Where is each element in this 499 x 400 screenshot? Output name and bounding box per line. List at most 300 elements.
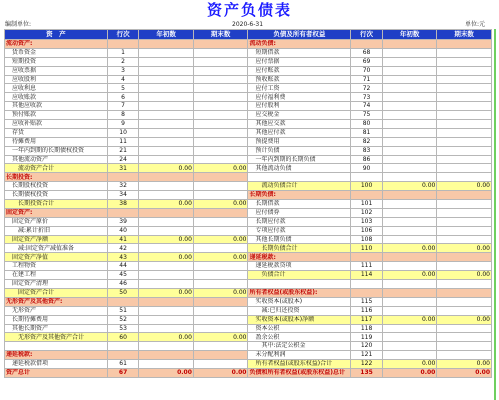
line-number[interactable]: 108 bbox=[351, 235, 382, 244]
line-number[interactable]: 101 bbox=[351, 200, 382, 209]
opening-balance[interactable] bbox=[139, 280, 194, 289]
closing-balance[interactable] bbox=[437, 226, 492, 235]
opening-balance[interactable] bbox=[139, 360, 194, 369]
opening-balance[interactable] bbox=[139, 208, 194, 217]
opening-balance[interactable] bbox=[382, 200, 437, 209]
line-number[interactable] bbox=[351, 253, 382, 262]
opening-balance[interactable] bbox=[382, 137, 437, 146]
report-date: 2020-6-31 bbox=[232, 21, 264, 28]
line-number[interactable] bbox=[107, 351, 138, 360]
closing-balance[interactable] bbox=[193, 208, 248, 217]
table-row bbox=[5, 146, 492, 155]
closing-balance[interactable]: 0.00 bbox=[437, 360, 492, 369]
line-number[interactable]: 31 bbox=[107, 164, 138, 173]
column-divider bbox=[494, 29, 496, 400]
line-number[interactable]: 82 bbox=[351, 137, 382, 146]
opening-balance[interactable] bbox=[139, 48, 194, 57]
opening-balance[interactable] bbox=[382, 280, 437, 289]
closing-balance[interactable] bbox=[193, 315, 248, 324]
closing-balance[interactable] bbox=[193, 120, 248, 129]
opening-balance[interactable] bbox=[139, 40, 194, 49]
line-number[interactable]: 46 bbox=[107, 280, 138, 289]
closing-balance[interactable] bbox=[193, 306, 248, 315]
line-number[interactable]: 7 bbox=[107, 102, 138, 111]
currency-unit: 单位:元 bbox=[465, 21, 486, 28]
opening-balance[interactable]: 0.00 bbox=[139, 235, 194, 244]
line-number[interactable]: 116 bbox=[351, 306, 382, 315]
item-label: 预提费用 bbox=[248, 137, 351, 146]
closing-balance[interactable] bbox=[437, 173, 492, 182]
table-row bbox=[5, 137, 492, 146]
line-number[interactable]: 50 bbox=[107, 288, 138, 297]
line-number[interactable]: 21 bbox=[107, 146, 138, 155]
line-number[interactable] bbox=[107, 342, 138, 351]
closing-balance[interactable]: 0.00 bbox=[193, 333, 248, 342]
closing-balance[interactable] bbox=[437, 146, 492, 155]
opening-balance[interactable]: 0.00 bbox=[382, 368, 437, 377]
closing-balance[interactable] bbox=[437, 324, 492, 333]
line-number[interactable]: 11 bbox=[107, 137, 138, 146]
line-number[interactable]: 111 bbox=[351, 262, 382, 271]
table-row bbox=[5, 128, 492, 137]
line-number[interactable]: 103 bbox=[351, 217, 382, 226]
line-number[interactable] bbox=[351, 191, 382, 200]
closing-balance[interactable] bbox=[437, 342, 492, 351]
item-label: 货币资金 bbox=[5, 48, 108, 57]
item-label: 固定资产净额 bbox=[5, 235, 108, 244]
closing-balance[interactable] bbox=[437, 66, 492, 75]
closing-balance[interactable] bbox=[193, 244, 248, 253]
closing-balance[interactable] bbox=[193, 128, 248, 137]
line-number[interactable]: 67 bbox=[107, 368, 138, 377]
table-row bbox=[5, 333, 492, 342]
opening-balance[interactable] bbox=[139, 226, 194, 235]
table-row bbox=[5, 342, 492, 351]
line-number[interactable]: 4 bbox=[107, 75, 138, 84]
line-number[interactable]: 73 bbox=[351, 93, 382, 102]
item-label: 负债合计 bbox=[248, 271, 351, 280]
item-label: 递延税款: bbox=[5, 351, 108, 360]
line-number[interactable]: 86 bbox=[351, 155, 382, 164]
closing-balance[interactable] bbox=[193, 173, 248, 182]
closing-balance[interactable] bbox=[437, 208, 492, 217]
line-number[interactable]: 69 bbox=[351, 57, 382, 66]
opening-balance[interactable] bbox=[382, 155, 437, 164]
closing-balance[interactable]: 0.00 bbox=[193, 368, 248, 377]
table-row bbox=[5, 182, 492, 191]
closing-balance[interactable] bbox=[437, 57, 492, 66]
opening-balance[interactable] bbox=[139, 217, 194, 226]
item-label: 长期债权投资 bbox=[5, 191, 108, 200]
item-label: 其他长期负债 bbox=[248, 235, 351, 244]
closing-balance[interactable] bbox=[437, 333, 492, 342]
line-number[interactable]: 42 bbox=[107, 244, 138, 253]
table-row bbox=[5, 280, 492, 289]
closing-balance[interactable] bbox=[437, 235, 492, 244]
line-number[interactable]: 72 bbox=[351, 84, 382, 93]
table-row bbox=[5, 262, 492, 271]
balance-table bbox=[4, 29, 492, 378]
item-label: 长期待摊费用 bbox=[5, 315, 108, 324]
closing-balance[interactable]: 0.00 bbox=[193, 288, 248, 297]
item-label: 固定资产净值 bbox=[5, 253, 108, 262]
line-number[interactable] bbox=[107, 297, 138, 306]
closing-balance[interactable] bbox=[193, 297, 248, 306]
closing-balance[interactable] bbox=[437, 200, 492, 209]
opening-balance[interactable] bbox=[382, 84, 437, 93]
closing-balance[interactable] bbox=[193, 262, 248, 271]
line-number[interactable] bbox=[107, 173, 138, 182]
line-number[interactable]: 53 bbox=[107, 324, 138, 333]
opening-balance[interactable] bbox=[139, 102, 194, 111]
item-label: 待摊费用 bbox=[5, 137, 108, 146]
opening-balance[interactable] bbox=[382, 342, 437, 351]
item-label: 其他应交款 bbox=[248, 120, 351, 129]
opening-balance[interactable] bbox=[139, 182, 194, 191]
closing-balance[interactable]: 0.00 bbox=[437, 244, 492, 253]
opening-balance[interactable] bbox=[382, 128, 437, 137]
closing-balance[interactable] bbox=[193, 191, 248, 200]
item-label: 专项应付款 bbox=[248, 226, 351, 235]
line-number[interactable]: 9 bbox=[107, 120, 138, 129]
opening-balance[interactable] bbox=[382, 111, 437, 120]
closing-balance[interactable] bbox=[437, 111, 492, 120]
closing-balance[interactable] bbox=[437, 128, 492, 137]
opening-balance[interactable] bbox=[382, 173, 437, 182]
closing-balance[interactable]: 0.00 bbox=[193, 200, 248, 209]
line-number[interactable]: 51 bbox=[107, 306, 138, 315]
line-number[interactable]: 117 bbox=[351, 315, 382, 324]
closing-balance[interactable] bbox=[437, 102, 492, 111]
line-number[interactable]: 10 bbox=[107, 128, 138, 137]
item-label: 应付福利费 bbox=[248, 93, 351, 102]
line-number[interactable]: 41 bbox=[107, 235, 138, 244]
opening-balance[interactable] bbox=[139, 93, 194, 102]
item-label bbox=[5, 342, 108, 351]
closing-balance[interactable] bbox=[437, 351, 492, 360]
closing-balance[interactable] bbox=[437, 280, 492, 289]
opening-balance[interactable] bbox=[139, 244, 194, 253]
item-label: 无形资产 bbox=[5, 306, 108, 315]
closing-balance[interactable]: 0.00 bbox=[437, 271, 492, 280]
closing-balance[interactable] bbox=[193, 342, 248, 351]
opening-balance[interactable] bbox=[382, 288, 437, 297]
line-number[interactable]: 71 bbox=[351, 75, 382, 84]
line-number[interactable]: 39 bbox=[107, 217, 138, 226]
opening-balance[interactable] bbox=[382, 40, 437, 49]
closing-balance[interactable] bbox=[193, 57, 248, 66]
opening-balance[interactable]: 0.00 bbox=[382, 244, 437, 253]
opening-balance[interactable] bbox=[139, 297, 194, 306]
table-row bbox=[5, 155, 492, 164]
closing-balance[interactable] bbox=[193, 75, 248, 84]
line-number[interactable]: 44 bbox=[107, 262, 138, 271]
item-label: 递延税款借项 bbox=[5, 360, 108, 369]
item-label: 流动负债合计 bbox=[248, 182, 351, 191]
opening-balance[interactable] bbox=[382, 235, 437, 244]
line-number[interactable]: 40 bbox=[107, 226, 138, 235]
opening-balance[interactable] bbox=[382, 333, 437, 342]
item-label: 实收资本(或股本)净额 bbox=[248, 315, 351, 324]
closing-balance[interactable] bbox=[193, 40, 248, 49]
opening-balance[interactable] bbox=[382, 217, 437, 226]
line-number[interactable]: 90 bbox=[351, 164, 382, 173]
table-row bbox=[5, 111, 492, 120]
line-number[interactable]: 102 bbox=[351, 208, 382, 217]
closing-balance[interactable] bbox=[193, 324, 248, 333]
closing-balance[interactable]: 0.00 bbox=[193, 164, 248, 173]
opening-balance[interactable] bbox=[139, 262, 194, 271]
line-number[interactable]: 61 bbox=[107, 360, 138, 369]
line-number[interactable]: 106 bbox=[351, 226, 382, 235]
line-number[interactable]: 121 bbox=[351, 351, 382, 360]
opening-balance[interactable] bbox=[382, 48, 437, 57]
closing-balance[interactable]: 0.00 bbox=[193, 253, 248, 262]
line-number[interactable]: 32 bbox=[107, 182, 138, 191]
opening-balance[interactable] bbox=[139, 128, 194, 137]
opening-balance[interactable] bbox=[382, 262, 437, 271]
closing-balance[interactable] bbox=[193, 226, 248, 235]
opening-balance[interactable] bbox=[139, 111, 194, 120]
closing-balance[interactable] bbox=[437, 84, 492, 93]
opening-balance[interactable] bbox=[139, 155, 194, 164]
closing-balance[interactable] bbox=[437, 191, 492, 200]
closing-balance[interactable] bbox=[193, 66, 248, 75]
item-label: 预收账款 bbox=[248, 75, 351, 84]
closing-balance[interactable] bbox=[193, 360, 248, 369]
item-label: 实收资本(或股本) bbox=[248, 297, 351, 306]
item-label: 其中:法定公积金 bbox=[248, 342, 351, 351]
closing-balance[interactable]: 0.00 bbox=[437, 315, 492, 324]
line-number[interactable]: 115 bbox=[351, 297, 382, 306]
item-label: 流动资产合计 bbox=[5, 164, 108, 173]
closing-balance[interactable] bbox=[193, 137, 248, 146]
line-number[interactable]: 52 bbox=[107, 315, 138, 324]
opening-balance[interactable] bbox=[382, 324, 437, 333]
opening-balance[interactable] bbox=[139, 146, 194, 155]
line-number[interactable]: 80 bbox=[351, 120, 382, 129]
line-number[interactable]: 120 bbox=[351, 342, 382, 351]
opening-balance[interactable] bbox=[382, 57, 437, 66]
table-row bbox=[5, 208, 492, 217]
closing-balance[interactable] bbox=[437, 75, 492, 84]
item-label: 应付票据 bbox=[248, 57, 351, 66]
opening-balance[interactable] bbox=[382, 306, 437, 315]
opening-balance[interactable] bbox=[382, 253, 437, 262]
opening-balance[interactable]: 0.00 bbox=[139, 253, 194, 262]
column-header: 期末数 bbox=[193, 30, 248, 40]
closing-balance[interactable] bbox=[193, 280, 248, 289]
line-number[interactable] bbox=[107, 40, 138, 49]
table-row bbox=[5, 40, 492, 49]
closing-balance[interactable] bbox=[437, 120, 492, 129]
closing-balance[interactable] bbox=[437, 137, 492, 146]
opening-balance[interactable] bbox=[139, 271, 194, 280]
closing-balance[interactable] bbox=[193, 84, 248, 93]
line-number[interactable]: 5 bbox=[107, 84, 138, 93]
line-number[interactable]: 34 bbox=[107, 191, 138, 200]
line-number[interactable]: 3 bbox=[107, 66, 138, 75]
item-label: 存货 bbox=[5, 128, 108, 137]
closing-balance[interactable] bbox=[193, 271, 248, 280]
opening-balance[interactable] bbox=[382, 120, 437, 129]
line-number[interactable]: 24 bbox=[107, 155, 138, 164]
opening-balance[interactable] bbox=[139, 351, 194, 360]
item-label: 固定资产清理 bbox=[5, 280, 108, 289]
opening-balance[interactable] bbox=[382, 146, 437, 155]
closing-balance[interactable] bbox=[193, 155, 248, 164]
item-label: 无形资产及其他资产合计 bbox=[5, 333, 108, 342]
closing-balance[interactable]: 0.00 bbox=[437, 368, 492, 377]
opening-balance[interactable] bbox=[139, 75, 194, 84]
closing-balance[interactable] bbox=[193, 93, 248, 102]
opening-balance[interactable] bbox=[139, 315, 194, 324]
opening-balance[interactable] bbox=[382, 297, 437, 306]
closing-balance[interactable]: 0.00 bbox=[193, 235, 248, 244]
opening-balance[interactable]: 0.00 bbox=[382, 271, 437, 280]
table-row bbox=[5, 324, 492, 333]
opening-balance[interactable] bbox=[382, 164, 437, 173]
table-row bbox=[5, 173, 492, 182]
table-row bbox=[5, 102, 492, 111]
closing-balance[interactable] bbox=[437, 297, 492, 306]
item-label: 应收票据 bbox=[5, 66, 108, 75]
item-label: 应收账款 bbox=[5, 93, 108, 102]
opening-balance[interactable]: 0.00 bbox=[382, 315, 437, 324]
item-label: 未分配利润 bbox=[248, 351, 351, 360]
opening-balance[interactable] bbox=[139, 342, 194, 351]
item-label: 固定资产合计 bbox=[5, 288, 108, 297]
line-number[interactable]: 74 bbox=[351, 102, 382, 111]
opening-balance[interactable]: 0.00 bbox=[139, 368, 194, 377]
closing-balance[interactable] bbox=[437, 48, 492, 57]
closing-balance[interactable] bbox=[193, 182, 248, 191]
item-label: 所有者权益(或股东权益): bbox=[248, 288, 351, 297]
closing-balance[interactable] bbox=[437, 253, 492, 262]
opening-balance[interactable] bbox=[139, 57, 194, 66]
line-number[interactable] bbox=[107, 208, 138, 217]
closing-balance[interactable] bbox=[193, 111, 248, 120]
closing-balance[interactable] bbox=[193, 217, 248, 226]
table-row bbox=[5, 191, 492, 200]
line-number[interactable]: 135 bbox=[351, 368, 382, 377]
table-row bbox=[5, 57, 492, 66]
opening-balance[interactable]: 0.00 bbox=[139, 333, 194, 342]
item-label bbox=[248, 173, 351, 182]
line-number[interactable]: 1 bbox=[107, 48, 138, 57]
line-number[interactable]: 43 bbox=[107, 253, 138, 262]
closing-balance[interactable] bbox=[193, 351, 248, 360]
line-number[interactable] bbox=[351, 40, 382, 49]
line-number[interactable]: 8 bbox=[107, 111, 138, 120]
table-row bbox=[5, 244, 492, 253]
opening-balance[interactable] bbox=[382, 191, 437, 200]
closing-balance[interactable] bbox=[437, 217, 492, 226]
line-number[interactable]: 114 bbox=[351, 271, 382, 280]
line-number[interactable]: 118 bbox=[351, 324, 382, 333]
closing-balance[interactable] bbox=[437, 262, 492, 271]
closing-balance[interactable] bbox=[193, 102, 248, 111]
table-row bbox=[5, 253, 492, 262]
table-row bbox=[5, 217, 492, 226]
line-number[interactable]: 38 bbox=[107, 200, 138, 209]
item-label: 固定资产原价 bbox=[5, 217, 108, 226]
opening-balance[interactable] bbox=[382, 66, 437, 75]
line-number[interactable]: 81 bbox=[351, 128, 382, 137]
opening-balance[interactable]: 0.00 bbox=[139, 164, 194, 173]
table-row bbox=[5, 120, 492, 129]
item-label: 长期股权投资 bbox=[5, 182, 108, 191]
closing-balance[interactable] bbox=[437, 40, 492, 49]
opening-balance[interactable] bbox=[382, 226, 437, 235]
item-label: 应付股利 bbox=[248, 102, 351, 111]
opening-balance[interactable] bbox=[139, 137, 194, 146]
opening-balance[interactable] bbox=[139, 66, 194, 75]
line-number[interactable] bbox=[351, 288, 382, 297]
closing-balance[interactable] bbox=[193, 146, 248, 155]
item-label: 应收股利 bbox=[5, 75, 108, 84]
opening-balance[interactable] bbox=[139, 173, 194, 182]
item-label: 工程物资 bbox=[5, 262, 108, 271]
line-number[interactable]: 70 bbox=[351, 66, 382, 75]
opening-balance[interactable]: 0.00 bbox=[382, 360, 437, 369]
closing-balance[interactable] bbox=[437, 155, 492, 164]
closing-balance[interactable] bbox=[437, 164, 492, 173]
line-number[interactable]: 68 bbox=[351, 48, 382, 57]
line-number[interactable]: 100 bbox=[351, 182, 382, 191]
opening-balance[interactable]: 0.00 bbox=[139, 200, 194, 209]
table-row bbox=[5, 271, 492, 280]
opening-balance[interactable] bbox=[139, 191, 194, 200]
closing-balance[interactable] bbox=[437, 93, 492, 102]
opening-balance[interactable] bbox=[139, 306, 194, 315]
opening-balance[interactable] bbox=[139, 120, 194, 129]
opening-balance[interactable] bbox=[139, 324, 194, 333]
opening-balance[interactable] bbox=[382, 102, 437, 111]
column-header: 行次 bbox=[351, 30, 382, 40]
opening-balance[interactable] bbox=[139, 84, 194, 93]
opening-balance[interactable]: 0.00 bbox=[382, 182, 437, 191]
opening-balance[interactable] bbox=[382, 75, 437, 84]
closing-balance[interactable]: 0.00 bbox=[437, 182, 492, 191]
line-number[interactable]: 75 bbox=[351, 111, 382, 120]
opening-balance[interactable] bbox=[382, 93, 437, 102]
closing-balance[interactable] bbox=[437, 288, 492, 297]
line-number[interactable] bbox=[351, 280, 382, 289]
column-header: 负债及所有者权益 bbox=[248, 30, 351, 40]
line-number[interactable]: 6 bbox=[107, 93, 138, 102]
column-header: 年初数 bbox=[139, 30, 194, 40]
closing-balance[interactable] bbox=[193, 48, 248, 57]
item-label: 其他长期资产 bbox=[5, 324, 108, 333]
line-number[interactable] bbox=[351, 173, 382, 182]
opening-balance[interactable] bbox=[382, 208, 437, 217]
item-label: 应付账款 bbox=[248, 66, 351, 75]
opening-balance[interactable]: 0.00 bbox=[139, 288, 194, 297]
line-number[interactable]: 2 bbox=[107, 57, 138, 66]
column-header: 行次 bbox=[107, 30, 138, 40]
closing-balance[interactable] bbox=[437, 306, 492, 315]
line-number[interactable]: 45 bbox=[107, 271, 138, 280]
column-header: 资 产 bbox=[5, 30, 108, 40]
line-number[interactable]: 60 bbox=[107, 333, 138, 342]
line-number[interactable]: 83 bbox=[351, 146, 382, 155]
table-row bbox=[5, 226, 492, 235]
line-number[interactable]: 122 bbox=[351, 360, 382, 369]
line-number[interactable]: 110 bbox=[351, 244, 382, 253]
line-number[interactable]: 119 bbox=[351, 333, 382, 342]
opening-balance[interactable] bbox=[382, 351, 437, 360]
